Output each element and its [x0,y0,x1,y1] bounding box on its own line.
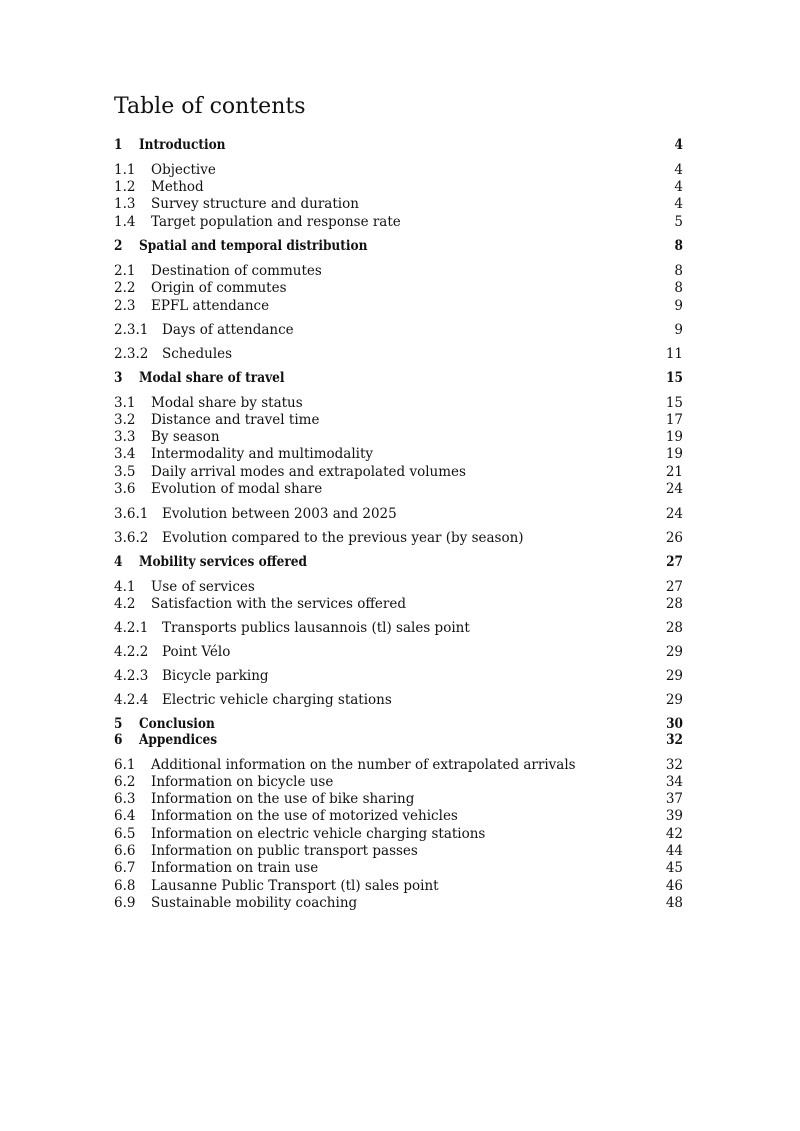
toc-entry-number: 3.4 [114,446,136,462]
toc-entry-page-number: 4 [674,179,683,195]
toc-entry-label: Point Vélo [162,644,231,660]
toc-entry-number: 1.2 [114,179,136,195]
toc-entry-number: 6.9 [114,895,136,911]
toc-entry-label: Information on the use of motorized vehicles [151,808,458,824]
toc-entry-number: 4.2.3 [114,668,149,684]
toc-entry-page-number: 48 [665,895,683,911]
toc-entry-page-number: 29 [665,692,683,708]
toc-entry-page-number: 4 [674,137,683,153]
toc-entry-2[interactable] [114,237,683,255]
toc-entry-4-1[interactable] [114,578,683,596]
toc-entry-number: 2.1 [114,263,136,279]
toc-entry-label: Target population and response rate [151,214,401,230]
toc-entry-number: 3.5 [114,464,136,480]
toc-entry-page-number: 4 [674,196,683,212]
toc-entry-number: 3.6.2 [114,530,149,546]
toc-entry-3-6-2[interactable] [114,529,683,547]
toc-entry-number: 2 [114,238,123,254]
toc-entry-number: 1.4 [114,214,136,230]
toc-entry-label: Spatial and temporal distribution [139,238,368,254]
toc-entry-page-number: 15 [666,370,683,386]
toc-entry-label: Transports publics lausannois (tl) sales point [162,620,470,636]
toc-entry-number: 2.3.1 [114,322,149,338]
toc-entry-2-2[interactable] [114,279,683,297]
toc-entry-label: Bicycle parking [162,668,269,684]
toc-entry-label: Distance and travel time [151,412,320,428]
toc-entry-number: 3 [114,370,123,386]
toc-entry-page-number: 27 [665,579,683,595]
toc-entry-3-6[interactable] [114,480,683,498]
toc-entry-page-number: 34 [665,774,683,790]
toc-entry-number: 3.1 [114,395,136,411]
toc-entry-page-number: 32 [665,757,683,773]
toc-entry-3[interactable] [114,369,683,387]
toc-entry-page-number: 9 [674,298,683,314]
toc-entry-number: 2.3 [114,298,136,314]
toc-entry-label: EPFL attendance [151,298,270,314]
toc-entry-3-6-1[interactable] [114,505,683,523]
toc-entry-number: 4.2.1 [114,620,149,636]
toc-entry-number: 6.7 [114,860,136,876]
toc-entry-page-number: 9 [674,322,683,338]
toc-entry-label: Use of services [151,579,255,595]
toc-entry-6-9[interactable] [114,894,683,912]
toc-entry-number: 3.6 [114,481,136,497]
toc-entry-label: Satisfaction with the services offered [151,596,406,612]
toc-entry-number: 6.2 [114,774,136,790]
toc-entry-4[interactable] [114,553,683,571]
toc-entry-page-number: 15 [665,395,683,411]
toc-entry-2-3[interactable] [114,297,683,315]
toc-entry-2-1[interactable] [114,262,683,280]
toc-entry-label: Information on electric vehicle charging stations [151,826,486,842]
toc-entry-2-3-2[interactable] [114,345,683,363]
toc-entry-number: 4.2 [114,596,136,612]
toc-entry-label: Destination of commutes [151,263,322,279]
toc-entry-label: Additional information on the number of extrapolated arrivals [151,757,576,773]
toc-entry-number: 6.8 [114,878,136,894]
toc-entry-page-number: 46 [665,878,683,894]
toc-entry-label: Survey structure and duration [151,196,359,212]
toc-entry-4-2-3[interactable] [114,667,683,685]
toc-entry-page-number: 39 [665,808,683,824]
toc-entry-page-number: 21 [665,464,683,480]
toc-entry-3-5[interactable] [114,463,683,481]
toc-entry-3-2[interactable] [114,411,683,429]
toc-entry-label: Conclusion [139,716,215,732]
toc-entry-label: Sustainable mobility coaching [151,895,358,911]
toc-entry-number: 6.1 [114,757,136,773]
toc-entry-label: Modal share of travel [139,370,285,386]
toc-entry-number: 5 [114,716,123,732]
toc-entry-6-3[interactable] [114,790,683,808]
toc-entry-page-number: 28 [665,596,683,612]
toc-entry-label: Information on bicycle use [151,774,334,790]
toc-entry-label: Method [151,179,204,195]
toc-entry-6-7[interactable] [114,859,683,877]
toc-title: Table of contents [114,94,306,119]
toc-entry-page-number: 24 [665,481,683,497]
toc-entry-number: 4 [114,554,123,570]
toc-entry-page-number: 8 [674,263,683,279]
toc-entry-4-2-4[interactable] [114,691,683,709]
toc-entry-number: 6.4 [114,808,136,824]
toc-entry-page-number: 8 [674,238,683,254]
toc-entry-4-2-2[interactable] [114,643,683,661]
toc-entry-page-number: 29 [665,668,683,684]
toc-entry-label: Objective [151,162,216,178]
toc-entry-page-number: 8 [674,280,683,296]
toc-entry-1-1[interactable] [114,161,683,179]
toc-entry-6-4[interactable] [114,807,683,825]
toc-entry-page-number: 19 [665,446,683,462]
toc-entry-label: Modal share by status [151,395,303,411]
toc-entry-number: 4.1 [114,579,136,595]
toc-entry-label: Information on the use of bike sharing [151,791,415,807]
toc-entry-page-number: 4 [674,162,683,178]
toc-entry-label: Introduction [139,137,226,153]
toc-entry-number: 1.3 [114,196,136,212]
toc-entry-page-number: 42 [665,826,683,842]
toc-entry-label: Days of attendance [162,322,294,338]
toc-entry-label: Daily arrival modes and extrapolated volumes [151,464,466,480]
toc-entry-page-number: 45 [665,860,683,876]
toc-entry-6-1[interactable] [114,756,683,774]
toc-entry-label: Intermodality and multimodality [151,446,374,462]
toc-entry-number: 3.3 [114,429,136,445]
toc-entry-label: Information on train use [151,860,319,876]
toc-entry-label: Appendices [139,732,218,748]
toc-entry-number: 2.3.2 [114,346,149,362]
toc-entry-4-2-1[interactable] [114,619,683,637]
toc-entry-page-number: 24 [665,506,683,522]
toc-entry-label: By season [151,429,220,445]
toc-entry-label: Origin of commutes [151,280,287,296]
toc-entry-label: Evolution compared to the previous year (by season) [162,530,524,546]
toc-entry-3-4[interactable] [114,445,683,463]
toc-entry-page-number: 27 [666,554,683,570]
toc-entry-page-number: 17 [665,412,683,428]
toc-entry-1-4[interactable] [114,213,683,231]
toc-entry-number: 6.5 [114,826,136,842]
toc-entry-6-5[interactable] [114,825,683,843]
toc-entry-page-number: 26 [665,530,683,546]
toc-entry-6[interactable] [114,731,683,749]
toc-entry-6-6[interactable] [114,842,683,860]
toc-entry-1-2[interactable] [114,178,683,196]
toc-entry-label: Information on public transport passes [151,843,418,859]
toc-entry-number: 3.6.1 [114,506,149,522]
toc-entry-label: Evolution between 2003 and 2025 [162,506,397,522]
toc-entry-1[interactable] [114,136,683,154]
toc-entry-page-number: 32 [666,732,683,748]
toc-entry-page-number: 28 [665,620,683,636]
toc-entry-2-3-1[interactable] [114,321,683,339]
toc-entry-1-3[interactable] [114,195,683,213]
toc-entry-label: Schedules [162,346,233,362]
toc-entry-number: 6 [114,732,123,748]
toc-entry-page-number: 29 [665,644,683,660]
toc-entry-6-8[interactable] [114,877,683,895]
toc-entry-3-3[interactable] [114,428,683,446]
toc-entry-6-2[interactable] [114,773,683,791]
toc-entry-number: 6.3 [114,791,136,807]
toc-entry-number: 1 [114,137,123,153]
toc-entry-number: 6.6 [114,843,136,859]
toc-entry-number: 1.1 [114,162,136,178]
toc-entry-number: 4.2.2 [114,644,149,660]
toc-entry-page-number: 11 [665,346,683,362]
toc-entry-label: Electric vehicle charging stations [162,692,392,708]
toc-entry-number: 3.2 [114,412,136,428]
toc-entry-number: 2.2 [114,280,136,296]
toc-entry-page-number: 44 [665,843,683,859]
toc-entry-number: 4.2.4 [114,692,149,708]
toc-entry-page-number: 5 [674,214,683,230]
toc-entry-3-1[interactable] [114,394,683,412]
toc-entry-page-number: 37 [665,791,683,807]
toc-entry-page-number: 30 [666,716,683,732]
toc-entry-4-2[interactable] [114,595,683,613]
toc-entry-label: Evolution of modal share [151,481,323,497]
toc-entry-label: Mobility services offered [139,554,308,570]
toc-entry-label: Lausanne Public Transport (tl) sales point [151,878,439,894]
toc-entry-page-number: 19 [665,429,683,445]
